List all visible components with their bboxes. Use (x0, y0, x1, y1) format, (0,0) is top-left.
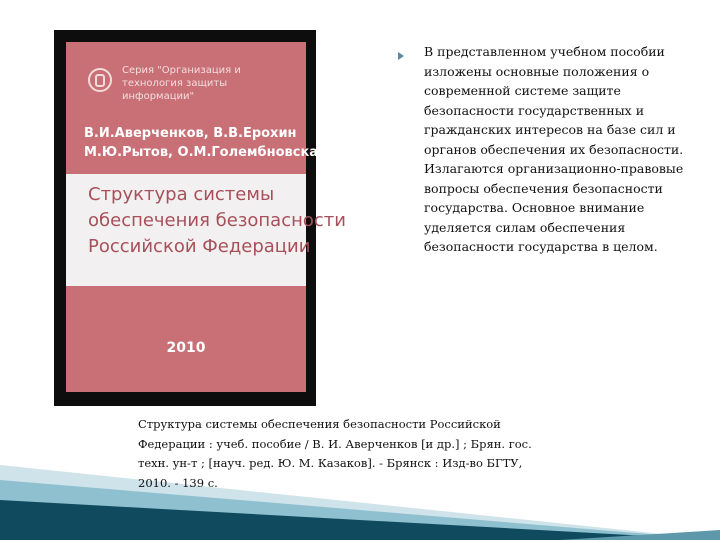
cover-series-text: Серия "Организация и технология защиты информации" (122, 65, 241, 102)
book-cover (66, 42, 346, 392)
cover-title (88, 182, 346, 260)
cover-authors-line2: М.Ю.Рытов, О.М.Голембновская (84, 145, 327, 160)
citation-text: Структура системы обеспечения безопасности Российской Федерации : учеб. пособие / В. И. Аверченков [и др.] ; Брян. гос. техн. ун-т ; [науч. ред. Ю. М. Казаков]. - Брянск : Изд-во БГТУ, 2010. - 139 с. (138, 417, 532, 490)
series-seal-icon (88, 68, 112, 92)
cover-title-line2: обеспечения безопасности (88, 210, 346, 231)
cover-authors-line1: В.И.Аверченков, В.В.Ерохин (84, 126, 297, 141)
cover-title-line1: Структура системы (88, 184, 275, 205)
triangle-bullet-icon (398, 52, 404, 60)
book-cover-frame (54, 30, 346, 406)
cover-authors (84, 124, 327, 162)
cover-title-line3: Российской Федерации (88, 236, 311, 257)
cover-year: 2010 (166, 340, 206, 356)
summary-text: В представленном учебном пособии изложены основные положения о современной системе защите безопасности государственных и гражданских интересов на базе сил и органов обеспечения их безопасности. Излагаются организационно-правовые вопросы обеспечения безопасности государства. Основное внимание уделяется силам обеспечения безопасности государства в целом. (424, 44, 684, 254)
